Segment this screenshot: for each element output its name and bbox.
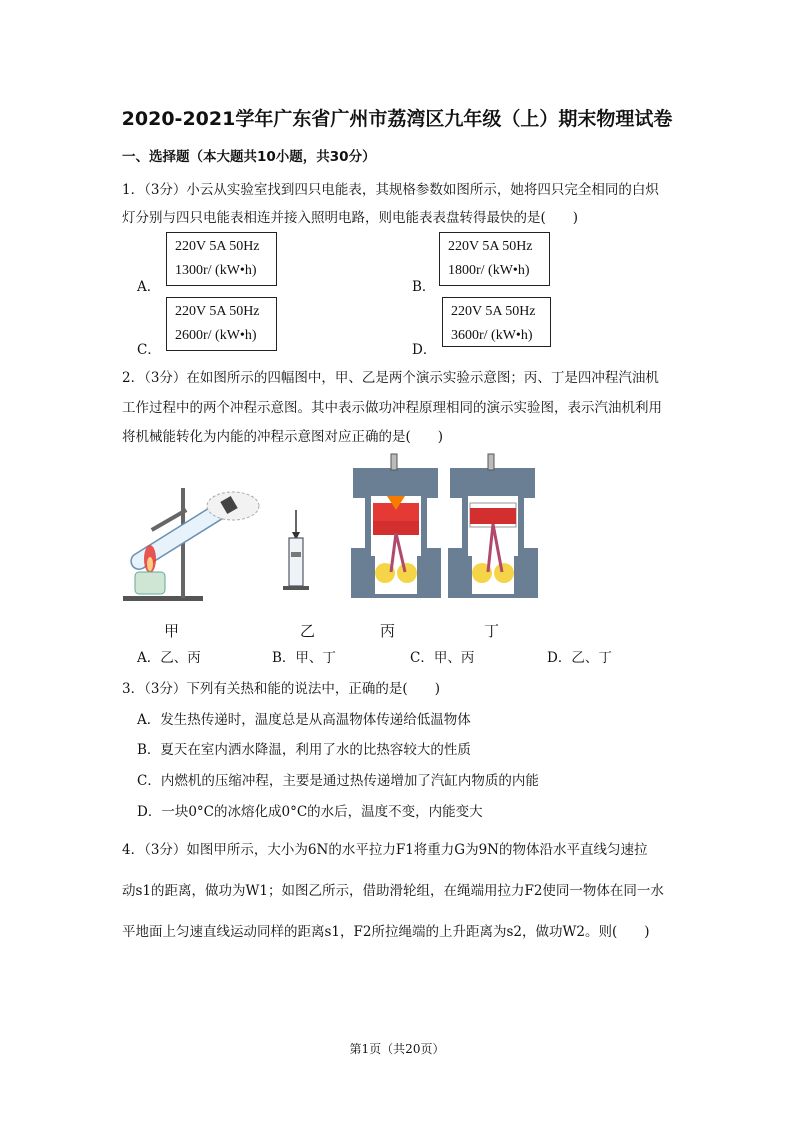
meter-spec: 220V 5A 50Hz: [448, 239, 533, 254]
q1-option-c-label: C．: [137, 342, 161, 358]
q1-stem-line-1: 1．（3分）小云从实验室找到四只电能表，其规格参数如图所示，她将四只完全相同的白炽: [122, 182, 659, 198]
figure-bing-engine-illustration: [351, 454, 441, 598]
q4-stem-line-1: 4．（3分）如图甲所示，大小为6N的水平拉力F1将重力G为9N的物体沿水平直线匀速拉: [122, 842, 648, 858]
q3-option-c: C．内燃机的压缩冲程，主要是通过热传递增加了汽缸内物质的内能: [137, 773, 539, 789]
q2-stem-line-3: 将机械能转化为内能的冲程示意图对应正确的是( ): [122, 429, 444, 445]
q2-stem-line-2: 工作过程中的两个冲程示意图。其中表示做功冲程原理相同的演示实验图，表示汽油机利用: [122, 400, 662, 416]
meter-spec: 220V 5A 50Hz: [451, 304, 536, 319]
meter-rate: 1800r/ (kW•h): [448, 263, 530, 278]
figure-caption-ding: 丁: [484, 622, 500, 640]
page-title: 2020-2021学年广东省广州市荔湾区九年级（上）期末物理试卷: [121, 108, 673, 130]
figure-ding-engine-illustration: [448, 454, 538, 598]
q2-option-c: C．甲、丙: [410, 650, 475, 666]
q1-meter-d: [442, 297, 551, 347]
q3-option-d: D．一块0°C的冰熔化成0°C的水后，温度不变，内能变大: [137, 804, 483, 820]
meter-rate: 2600r/ (kW•h): [175, 328, 257, 343]
q3-option-a: A．发生热传递时，温度总是从高温物体传递给低温物体: [137, 712, 471, 728]
q4-stem-line-2: 动s1的距离，做功为W1；如图乙所示，借助滑轮组，在绳端用拉力F2使同一物体在同一水: [122, 883, 664, 899]
figure-caption-yi: 乙: [300, 622, 316, 640]
q4-stem-line-3: 平地面上匀速直线运动同样的距离s1，F2所拉绳端的上升距离为s2，做功W2。则( ): [122, 924, 650, 940]
figure-caption-jia: 甲: [164, 622, 180, 640]
q2-option-a: A．乙、丙: [137, 650, 201, 666]
meter-rate: 1300r/ (kW•h): [175, 263, 257, 278]
q2-stem-line-1: 2．（3分）在如图所示的四幅图中，甲、乙是两个演示实验示意图；丙、丁是四冲程汽油机: [122, 370, 659, 386]
q3-option-b: B．夏天在室内洒水降温，利用了水的比热容较大的性质: [137, 742, 471, 758]
q1-option-b-label: B．: [412, 279, 436, 295]
meter-spec: 220V 5A 50Hz: [175, 304, 260, 319]
meter-rate: 3600r/ (kW•h): [451, 328, 533, 343]
q1-meter-b: [439, 232, 550, 286]
figure-caption-bing: 丙: [380, 622, 396, 640]
q3-stem: 3．（3分）下列有关热和能的说法中，正确的是( ): [122, 681, 440, 697]
page-footer: 第1页（共20页）: [349, 1042, 445, 1056]
q1-option-d-label: D．: [412, 342, 437, 358]
q1-meter-c: [166, 297, 277, 351]
q1-meter-a: [166, 232, 277, 286]
meter-spec: 220V 5A 50Hz: [175, 239, 260, 254]
figure-jia-test-tube-illustration: [123, 488, 259, 601]
q1-stem-line-2: 灯分别与四只电能表相连并接入照明电路，则电能表表盘转得最快的是( ): [122, 210, 579, 226]
section-heading: 一、选择题（本大题共10小题，共30分）: [122, 149, 376, 165]
q2-option-b: B．甲、丁: [272, 650, 336, 666]
figure-yi-air-compression-illustration: [283, 510, 309, 590]
q1-option-a-label: A．: [137, 279, 161, 295]
q2-option-d: D．乙、丁: [547, 650, 612, 666]
q2-figures: [115, 448, 555, 613]
